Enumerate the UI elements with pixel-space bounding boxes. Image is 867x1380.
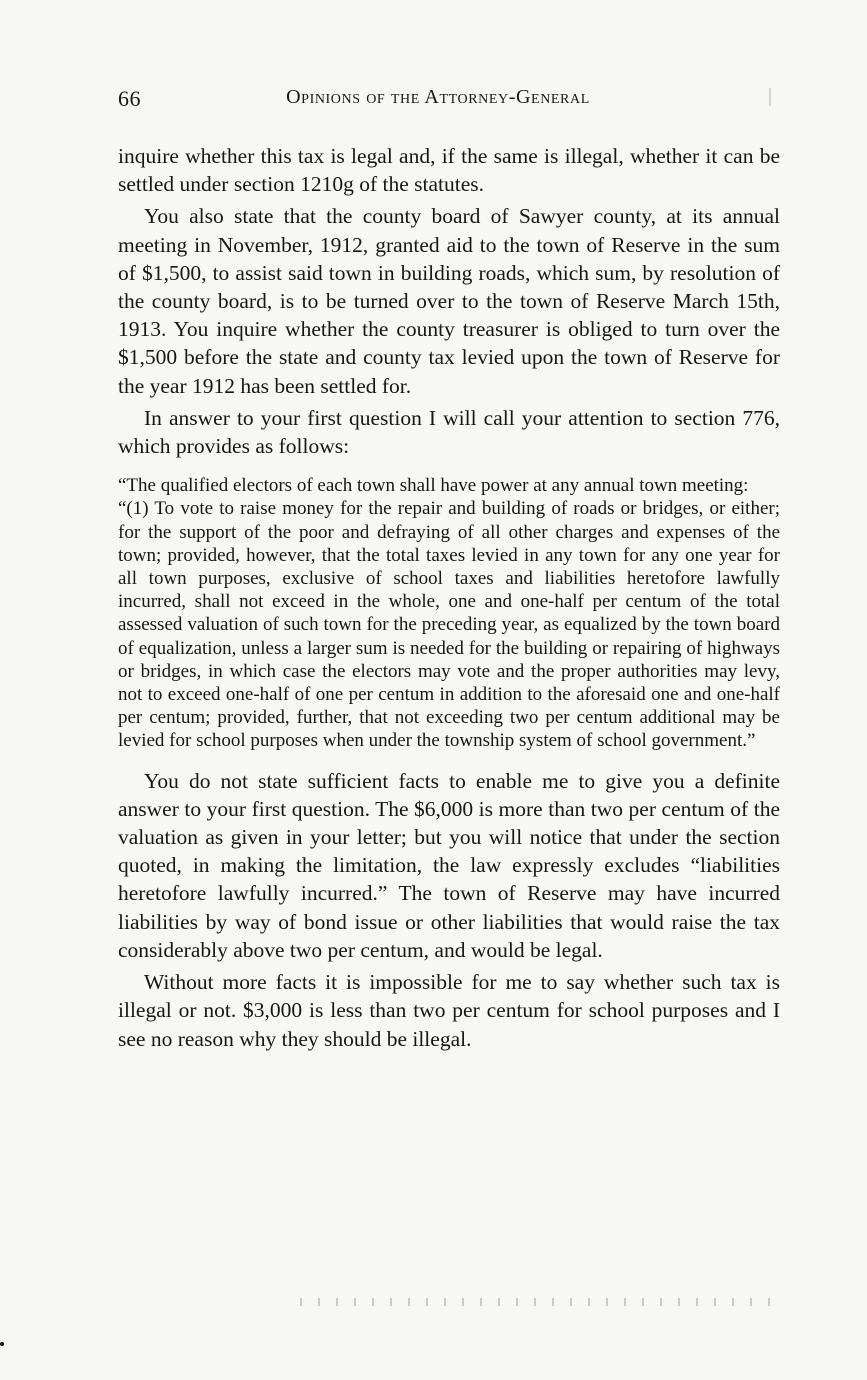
paragraph-insufficient-facts: You do not state sufficient facts to enable me to give you a definite answer to your first question. The $6,000 is more than two per centum of the valuation as given in your letter; but you will notice that under the section quoted, in making the limitation, the law expressly excludes “liabilities heretofore lawfully incurred.” The town of Reserve may have incurred liabilities by way of bond issue or other liabilities that would raise the tax considerably above two per centum, and would be legal. bbox=[118, 768, 780, 962]
paragraph-answer-intro: In answer to your first question I will call your attention to section 776, which provides as follows: bbox=[118, 405, 780, 459]
statute-quote bbox=[118, 474, 780, 752]
paragraph-conclusion: Without more facts it is impossible for me to say whether such tax is illegal or not. $3,000 is less than two per centum for school purposes and I see no reason why they should be illegal. bbox=[118, 970, 780, 1051]
running-title: Opinions of the Attorney-General bbox=[286, 86, 590, 108]
body-text bbox=[118, 142, 780, 1053]
quote-line-electors: “The qualified electors of each town shall have power at any annual town meeting: bbox=[118, 475, 749, 497]
page-number: 66 bbox=[118, 86, 141, 111]
scan-mark bbox=[769, 88, 771, 106]
paragraph-continuation: inquire whether this tax is legal and, if the same is illegal, whether it can be settled under section 1210g of the statutes. bbox=[118, 144, 780, 197]
quote-line-section-1: “(1) To vote to raise money for the repair and building of roads or bridges, or either; for the support of the poor and defraying of all other charges and expenses of the town; provided, however, that the total taxes levied in any town for any one year for all town purposes, exclusive of school taxes and liabilities heretofore lawfully incurred, shall not exceed in the whole, one and one-half per centum of the total assessed valuation of such town for the preceding year, as equalized by the town board of equalization, unless a larger sum is needed for the building or repairing of highways or bridges, in which case the electors may vote and the proper authorities may levy, not to exceed one-half of one per centum in addition to the aforesaid one and one-half per centum; provided, further, that not exceeding two per centum additional may be levied for school purposes when under the township system of school government.” bbox=[118, 498, 780, 752]
page-header bbox=[118, 86, 780, 116]
corner-dot bbox=[0, 1342, 4, 1346]
paragraph-county-board: You also state that the county board of Sawyer county, at its annual meeting in November, 1912, granted aid to the town of Reserve in the sum of $1,500, to assist said town in building roads, which sum, by resolution of the county board, is to be turned over to the town of Reserve March 15th, 1913. You inquire whether the county treasurer is obliged to turn over the $1,500 before the state and county tax levied upon the town of Reserve for the year 1912 has been settled for. bbox=[118, 204, 780, 398]
scan-artifact-dots bbox=[300, 1298, 780, 1306]
